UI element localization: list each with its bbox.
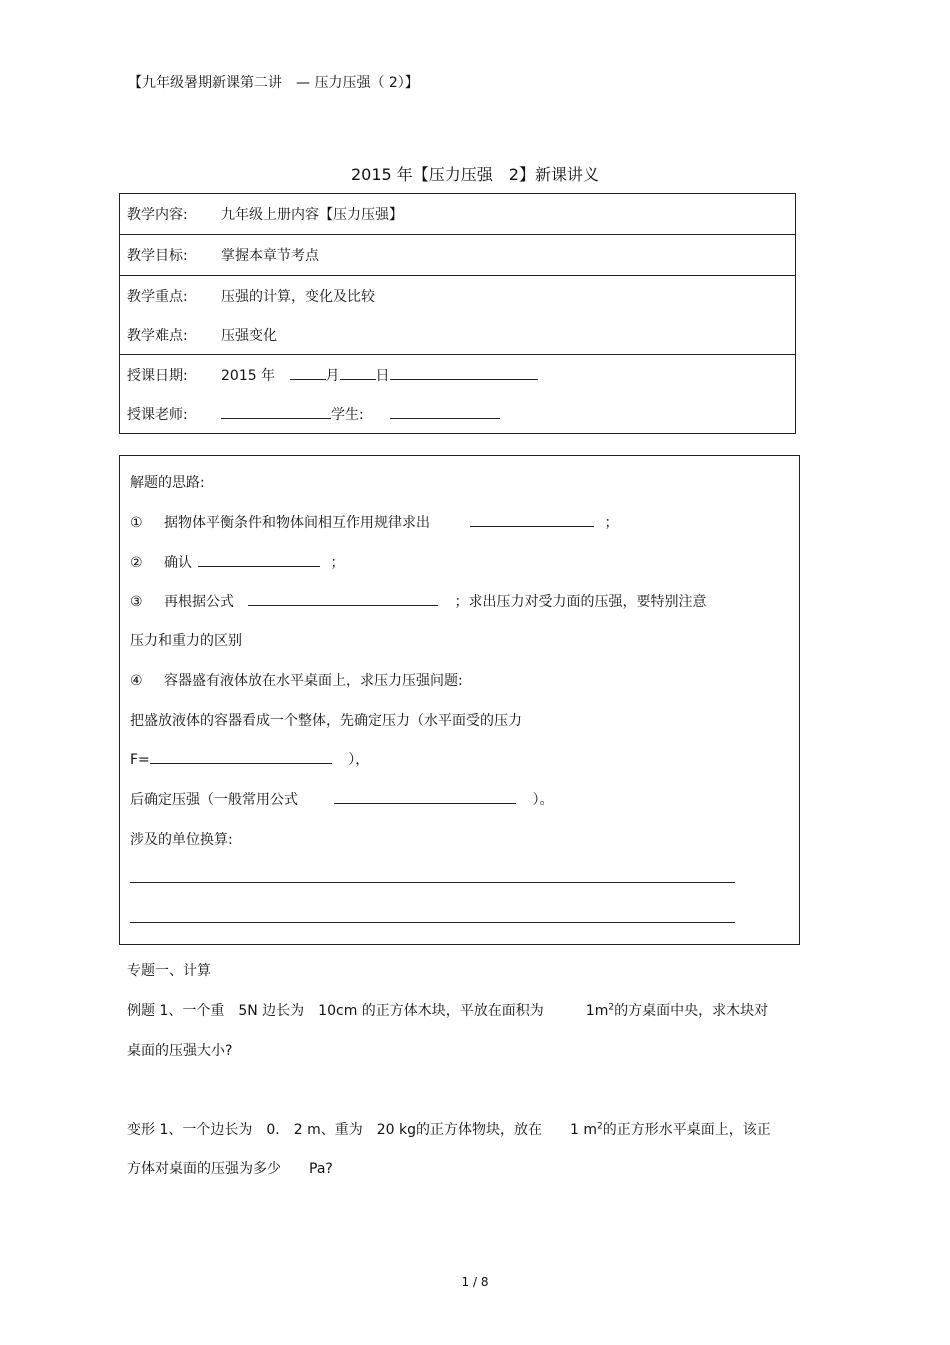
example-1-line-2: 桌面的压强大小?	[127, 1043, 233, 1059]
step-1-number: ①	[130, 515, 143, 531]
page-header: 【九年级暑期新课第二讲 — 压力压强（ 2）】	[128, 75, 419, 91]
goal-value: 掌握本章节考点	[221, 248, 319, 264]
lesson-info-table	[119, 193, 796, 434]
row-content	[120, 194, 795, 234]
difficulty-label: 教学难点:	[127, 328, 188, 344]
pressure-blank[interactable]	[334, 789, 516, 804]
pressure-end: ）。	[532, 792, 554, 808]
pressure-label: 后确定压强（一般常用公式	[130, 792, 298, 808]
variant-1-line-2: 方体对桌面的压强为多少 Pa?	[127, 1161, 333, 1177]
example-1-superscript: 2	[608, 1002, 615, 1013]
date-month: 月	[325, 368, 340, 384]
unit-blank-line-1[interactable]	[130, 882, 735, 883]
force-blank[interactable]	[150, 749, 332, 764]
unit-conversion-label: 涉及的单位换算:	[130, 832, 233, 848]
step-2-number: ②	[130, 555, 143, 571]
step-2-blank[interactable]	[198, 552, 320, 567]
student-label: 学生:	[331, 407, 364, 423]
step-4-text: 容器盛有液体放在水平桌面上，求压力压强问题:	[164, 673, 463, 689]
approach-heading: 解题的思路:	[130, 475, 205, 491]
difficulty-value: 压强变化	[221, 328, 277, 344]
step-3	[130, 591, 706, 611]
section-heading: 专题一、计算	[127, 963, 211, 979]
variant-1-text-b: 的正方形水平桌面上，该正	[602, 1122, 771, 1138]
teacher-blank[interactable]	[221, 404, 331, 419]
student-blank[interactable]	[390, 404, 500, 419]
step-3-blank[interactable]	[248, 591, 438, 606]
focus-label: 教学重点:	[127, 289, 188, 305]
variant-1-line-1	[127, 1119, 771, 1139]
force-end: ），	[348, 752, 370, 768]
step-4-number: ④	[130, 673, 143, 689]
unit-blank-line-2[interactable]	[130, 922, 735, 923]
step-2-text: 确认	[164, 555, 192, 571]
step-1	[130, 512, 618, 532]
step-4	[130, 670, 463, 690]
step-3-continued: 压力和重力的区别	[130, 633, 242, 649]
date-label: 授课日期:	[127, 368, 188, 384]
row-date-teacher	[120, 354, 795, 433]
variant-1-superscript: 2	[596, 1121, 603, 1132]
row-focus-difficulty	[120, 275, 795, 354]
page-number: 1 / 8	[461, 1275, 489, 1289]
step-4-line-2: 把盛放液体的容器看成一个整体，先确定压力（水平面受的压力	[130, 713, 522, 729]
force-label: F=	[130, 752, 150, 768]
step-3-number: ③	[130, 594, 143, 610]
step-3-end: ；求出压力对受力面的压强，要特别注意	[454, 594, 707, 610]
variant-1-text-a: 变形 1、一个边长为 0. 2 m、重为 20 kg的正方体物块，放在 1 m	[127, 1122, 597, 1138]
step-1-end: ；	[604, 515, 619, 531]
step-2	[130, 552, 344, 572]
teacher-label: 授课老师:	[127, 407, 188, 423]
step-4-pressure	[130, 789, 553, 809]
step-3-text: 再根据公式	[164, 594, 234, 610]
content-value: 九年级上册内容【压力压强】	[221, 207, 403, 223]
step-2-end: ；	[330, 555, 345, 571]
day-blank[interactable]	[340, 365, 376, 380]
date-day: 日	[375, 368, 390, 384]
step-4-force	[130, 749, 369, 769]
example-1-line-1	[127, 1000, 768, 1020]
document-title: 2015 年【压力压强 2】新课讲义	[351, 165, 599, 184]
example-1-text-a: 例题 1、一个重 5N 边长为 10cm 的正方体木块，平放在面积为 1m	[127, 1003, 609, 1019]
focus-value: 压强的计算，变化及比较	[221, 289, 375, 305]
month-blank[interactable]	[290, 365, 326, 380]
row-goal	[120, 234, 795, 275]
date-year: 2015 年	[221, 368, 276, 384]
goal-label: 教学目标:	[127, 248, 188, 264]
step-1-blank[interactable]	[470, 512, 594, 527]
step-1-text: 据物体平衡条件和物体间相互作用规律求出	[164, 515, 430, 531]
content-label: 教学内容:	[127, 207, 188, 223]
time-blank[interactable]	[390, 365, 538, 380]
example-1-text-b: 的方桌面中央，求木块对	[614, 1003, 769, 1019]
solution-approach-box	[119, 455, 800, 945]
